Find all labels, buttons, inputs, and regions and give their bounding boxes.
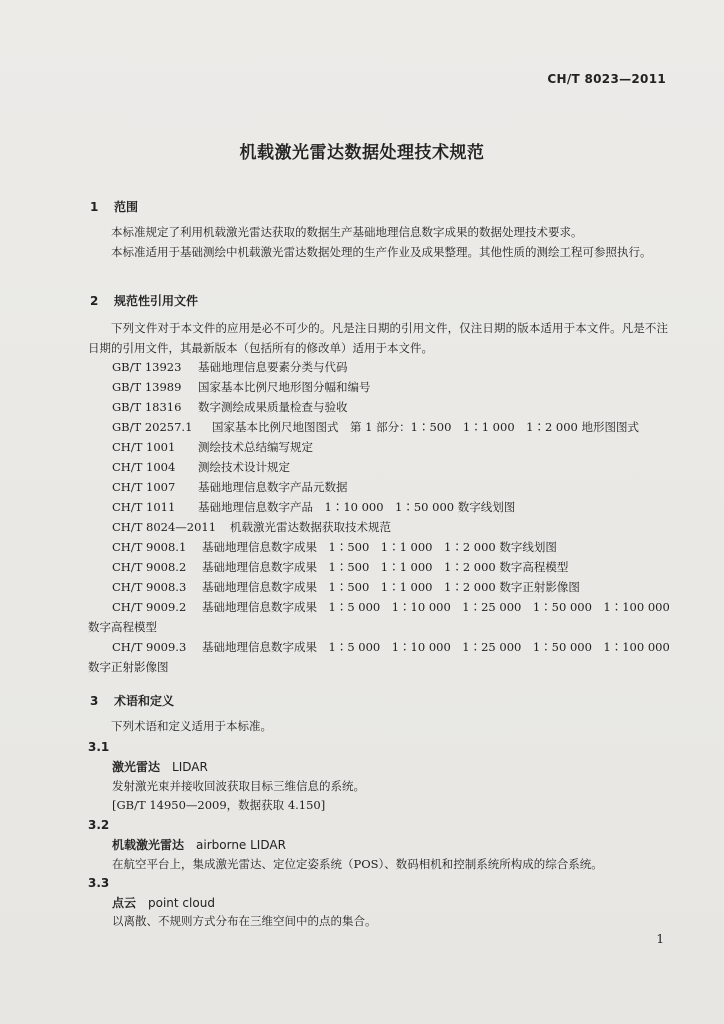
term-definition: 以离散、不规则方式分布在三维空间中的点的集合。 (112, 914, 377, 928)
section-number: 1 (90, 200, 99, 214)
reference-item-continuation: 数字正射影像图 (88, 660, 169, 674)
reference-item: GB/T 13989 国家基本比例尺地形图分幅和编号 (112, 380, 371, 394)
reference-item: CH/T 1011 基础地理信息数字产品 1∶10 000 1∶50 000 数字线划图 (112, 500, 516, 514)
section-title: 规范性引用文件 (114, 294, 199, 308)
reference-item: CH/T 9009.3 基础地理信息数字成果 1∶5 000 1∶10 000 1∶25 000 1∶50 000 1∶100 000 (112, 640, 670, 654)
reference-item: GB/T 20257.1 国家基本比例尺地图图式 第 1 部分：1∶500 1∶1 000 1∶2 000 地形图图式 (112, 420, 640, 434)
section-3-heading (90, 692, 174, 709)
section-1-heading (90, 198, 138, 215)
reference-item: CH/T 8024—2011 机载激光雷达数据获取技术规范 (112, 520, 391, 534)
reference-item-continuation: 数字高程模型 (88, 620, 157, 634)
reference-item: CH/T 1001 测绘技术总结编写规定 (112, 440, 313, 454)
section-2-para-1: 下列文件对于本文件的应用是必不可少的。凡是注日期的引用文件，仅注日期的版本适用于本文件。凡是不注日期的引用文件，其最新版本（包括所有的修改单）适用于本文件。 (88, 321, 668, 355)
section-number: 3 (90, 694, 99, 708)
section-title: 范围 (114, 200, 139, 214)
reference-item: CH/T 1004 测绘技术设计规定 (112, 460, 290, 474)
term-definition: 在航空平台上，集成激光雷达、定位定姿系统（POS）、数码相机和控制系统所构成的综合系统。 (112, 857, 603, 871)
term-number: 3.2 (88, 818, 110, 832)
document-code: CH/T 8023—2011 (547, 72, 666, 86)
page-number: 1 (656, 932, 664, 946)
reference-item: CH/T 9008.3 基础地理信息数字成果 1∶500 1∶1 000 1∶2 000 数字正射影像图 (112, 580, 580, 594)
section-2-heading (90, 292, 198, 309)
term-number: 3.3 (88, 876, 110, 890)
term-name: 激光雷达 LIDAR (112, 760, 208, 774)
reference-item: CH/T 9008.2 基础地理信息数字成果 1∶500 1∶1 000 1∶2 000 数字高程模型 (112, 560, 569, 574)
reference-item: CH/T 9009.2 基础地理信息数字成果 1∶5 000 1∶10 000 1∶25 000 1∶50 000 1∶100 000 (112, 600, 670, 614)
section-1-para-1: 本标准规定了利用机载激光雷达获取的数据生产基础地理信息数字成果的数据处理技术要求。 (111, 225, 583, 239)
section-number: 2 (90, 294, 99, 308)
reference-item: CH/T 1007 基础地理信息数字产品元数据 (112, 480, 348, 494)
term-name: 点云 point cloud (112, 896, 215, 910)
term-name: 机载激光雷达 airborne LIDAR (112, 838, 286, 852)
document-title: 机载激光雷达数据处理技术规范 (239, 143, 485, 163)
reference-item: GB/T 13923 基础地理信息要素分类与代码 (112, 360, 348, 374)
section-title: 术语和定义 (114, 694, 175, 708)
term-number: 3.1 (88, 740, 110, 754)
term-definition: 发射激光束并接收回波获取目标三维信息的系统。 (112, 779, 365, 793)
term-source: [GB/T 14950—2009，数据获取 4.150] (112, 798, 326, 812)
section-1-para-2: 本标准适用于基础测绘中机载激光雷达数据处理的生产作业及成果整理。其他性质的测绘工程可参照执行。 (111, 245, 652, 259)
reference-item: GB/T 18316 数字测绘成果质量检查与验收 (112, 400, 348, 414)
reference-item: CH/T 9008.1 基础地理信息数字成果 1∶500 1∶1 000 1∶2 000 数字线划图 (112, 540, 557, 554)
section-3-para-1: 下列术语和定义适用于本标准。 (111, 719, 272, 733)
